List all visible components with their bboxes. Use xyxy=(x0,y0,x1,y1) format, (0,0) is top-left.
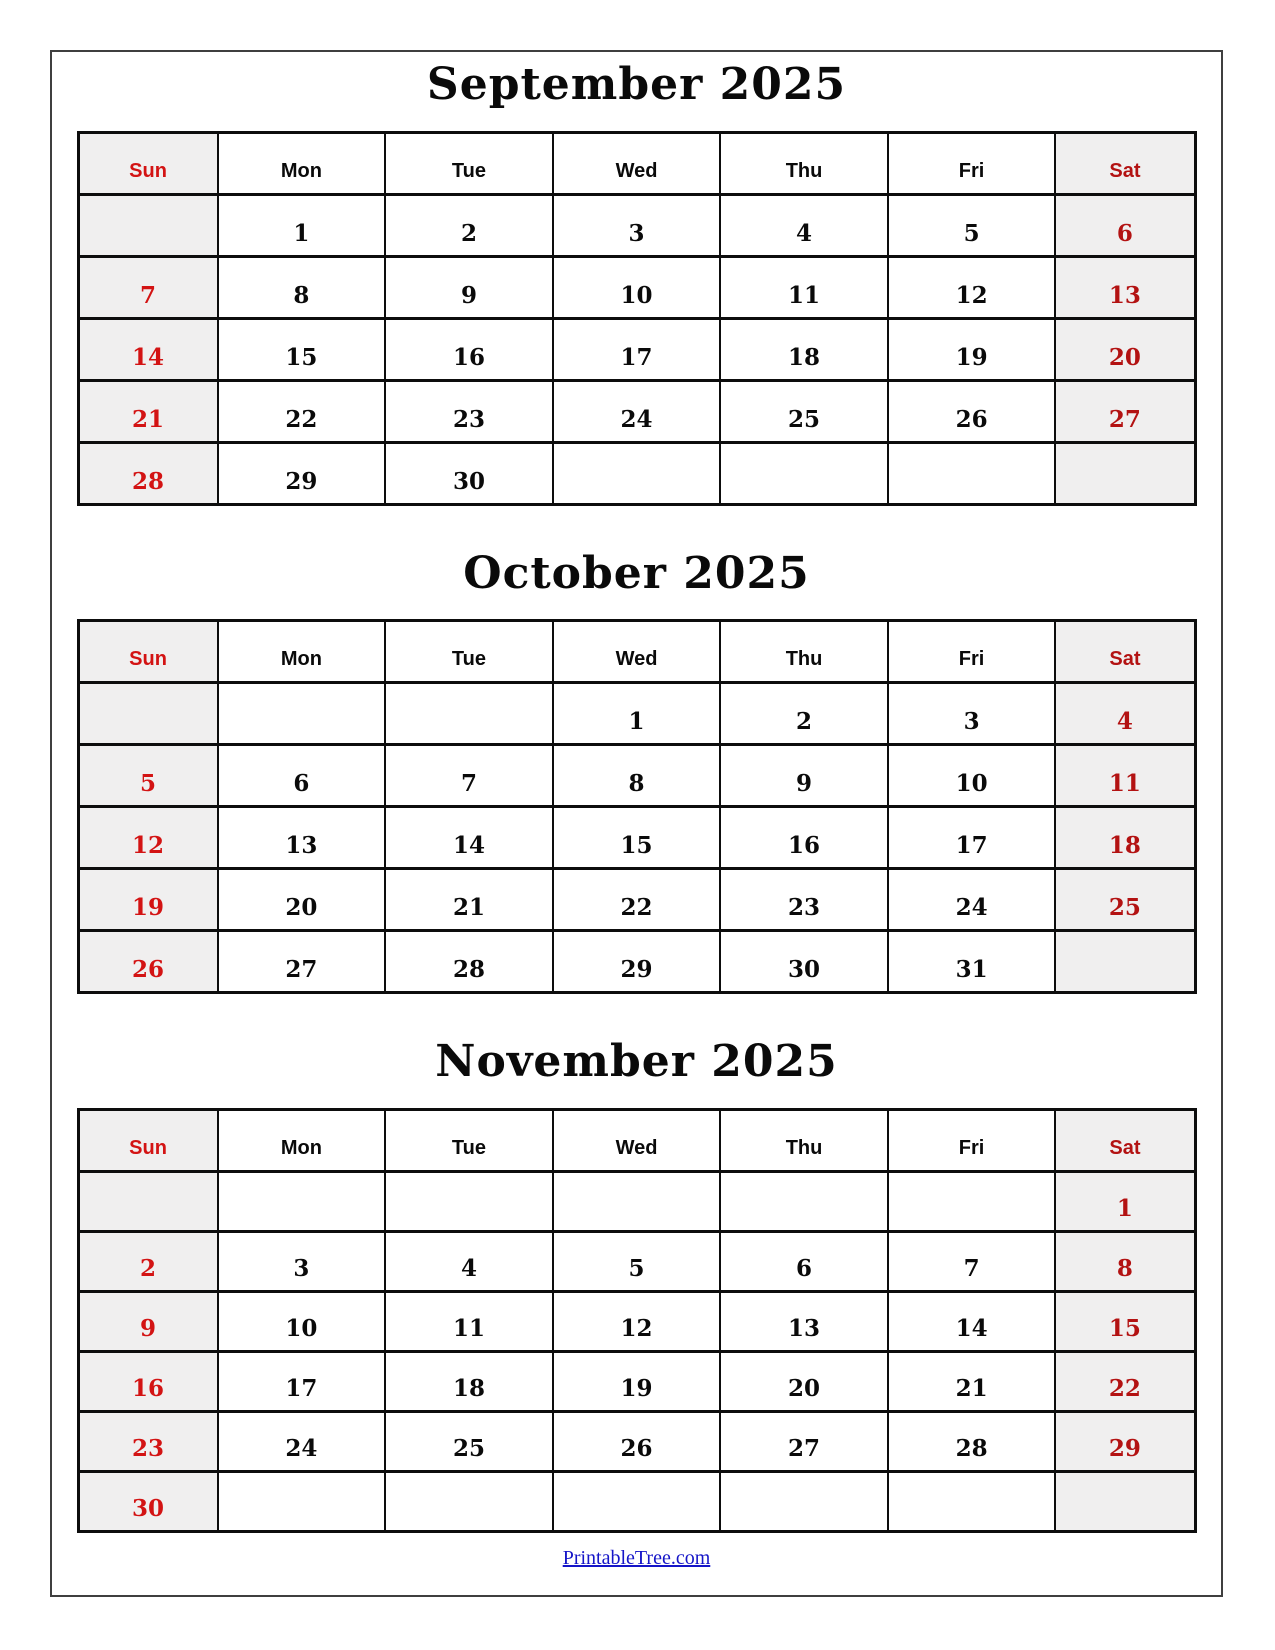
day-cell-15: 15 xyxy=(218,318,386,380)
day-cell-12: 12 xyxy=(78,807,218,869)
week-row xyxy=(78,1231,1195,1291)
month-title-november: November 2025 xyxy=(435,1036,838,1088)
day-header-sun: Sun xyxy=(78,1109,218,1171)
day-cell-8: 8 xyxy=(553,745,721,807)
week-row xyxy=(78,1351,1195,1411)
day-cell-3: 3 xyxy=(218,1231,386,1291)
month-section-october xyxy=(52,549,1221,995)
day-header-sat: Sat xyxy=(1055,132,1195,194)
day-cell-24: 24 xyxy=(888,869,1056,931)
day-header-wed: Wed xyxy=(553,132,721,194)
week-row xyxy=(78,380,1195,442)
day-cell-10: 10 xyxy=(553,256,721,318)
day-cell-7: 7 xyxy=(385,745,553,807)
day-cell-25: 25 xyxy=(1055,869,1195,931)
day-cell-28: 28 xyxy=(385,931,553,993)
day-cell-18: 18 xyxy=(1055,807,1195,869)
empty-day-cell xyxy=(385,1171,553,1231)
empty-day-cell xyxy=(553,1471,721,1531)
calendar-table-november xyxy=(77,1108,1197,1533)
month-title-september: September 2025 xyxy=(426,59,847,110)
empty-day-cell xyxy=(218,1471,386,1531)
day-grid xyxy=(78,1171,1195,1531)
week-row xyxy=(78,256,1195,318)
day-cell-10: 10 xyxy=(888,745,1056,807)
day-cell-9: 9 xyxy=(78,1291,218,1351)
empty-day-cell xyxy=(78,194,218,256)
day-cell-2: 2 xyxy=(385,194,553,256)
day-header-tue: Tue xyxy=(385,621,553,683)
day-header-sun: Sun xyxy=(78,621,218,683)
day-cell-10: 10 xyxy=(218,1291,386,1351)
day-cell-29: 29 xyxy=(218,442,386,504)
day-cell-30: 30 xyxy=(78,1471,218,1531)
week-row xyxy=(78,318,1195,380)
day-header-fri: Fri xyxy=(888,621,1056,683)
day-header-sun: Sun xyxy=(78,132,218,194)
day-cell-16: 16 xyxy=(385,318,553,380)
day-cell-24: 24 xyxy=(553,380,721,442)
day-cell-3: 3 xyxy=(553,194,721,256)
day-cell-2: 2 xyxy=(78,1231,218,1291)
day-cell-9: 9 xyxy=(720,745,888,807)
day-cell-6: 6 xyxy=(1055,194,1195,256)
empty-day-cell xyxy=(1055,1471,1195,1531)
day-cell-5: 5 xyxy=(78,745,218,807)
empty-day-cell xyxy=(720,1171,888,1231)
day-cell-4: 4 xyxy=(1055,683,1195,745)
week-row xyxy=(78,1411,1195,1471)
day-cell-17: 17 xyxy=(888,807,1056,869)
weekday-header-row xyxy=(78,1109,1195,1171)
day-cell-19: 19 xyxy=(78,869,218,931)
week-row xyxy=(78,745,1195,807)
week-row xyxy=(78,683,1195,745)
empty-day-cell xyxy=(888,442,1056,504)
day-header-tue: Tue xyxy=(385,132,553,194)
empty-day-cell xyxy=(1055,442,1195,504)
day-header-thu: Thu xyxy=(720,621,888,683)
day-header-sat: Sat xyxy=(1055,621,1195,683)
month-section-september xyxy=(52,60,1221,506)
day-header-tue: Tue xyxy=(385,1109,553,1171)
day-cell-20: 20 xyxy=(720,1351,888,1411)
empty-day-cell xyxy=(385,683,553,745)
day-cell-11: 11 xyxy=(1055,745,1195,807)
calendar-table-september xyxy=(77,131,1197,506)
empty-day-cell xyxy=(720,442,888,504)
day-cell-21: 21 xyxy=(78,380,218,442)
day-cell-11: 11 xyxy=(720,256,888,318)
empty-day-cell xyxy=(888,1471,1056,1531)
day-header-mon: Mon xyxy=(218,132,386,194)
day-cell-8: 8 xyxy=(218,256,386,318)
day-cell-9: 9 xyxy=(385,256,553,318)
day-cell-25: 25 xyxy=(385,1411,553,1471)
day-header-wed: Wed xyxy=(553,621,721,683)
day-header-wed: Wed xyxy=(553,1109,721,1171)
day-cell-26: 26 xyxy=(78,931,218,993)
week-row xyxy=(78,807,1195,869)
month-section-november xyxy=(52,1037,1221,1533)
day-cell-5: 5 xyxy=(553,1231,721,1291)
empty-day-cell xyxy=(385,1471,553,1531)
day-header-mon: Mon xyxy=(218,1109,386,1171)
day-grid xyxy=(78,683,1195,993)
day-cell-22: 22 xyxy=(218,380,386,442)
day-cell-23: 23 xyxy=(385,380,553,442)
day-header-thu: Thu xyxy=(720,132,888,194)
day-cell-22: 22 xyxy=(1055,1351,1195,1411)
day-cell-13: 13 xyxy=(720,1291,888,1351)
day-cell-25: 25 xyxy=(720,380,888,442)
day-cell-20: 20 xyxy=(1055,318,1195,380)
day-cell-6: 6 xyxy=(720,1231,888,1291)
day-cell-29: 29 xyxy=(553,931,721,993)
day-header-thu: Thu xyxy=(720,1109,888,1171)
day-header-mon: Mon xyxy=(218,621,386,683)
day-cell-1: 1 xyxy=(553,683,721,745)
day-header-sat: Sat xyxy=(1055,1109,1195,1171)
footer xyxy=(52,1547,1221,1570)
day-cell-19: 19 xyxy=(553,1351,721,1411)
day-cell-1: 1 xyxy=(218,194,386,256)
month-title-october: October 2025 xyxy=(463,547,810,599)
day-cell-13: 13 xyxy=(1055,256,1195,318)
day-cell-1: 1 xyxy=(1055,1171,1195,1231)
day-cell-27: 27 xyxy=(720,1411,888,1471)
day-cell-16: 16 xyxy=(78,1351,218,1411)
day-cell-20: 20 xyxy=(218,869,386,931)
empty-day-cell xyxy=(218,1171,386,1231)
day-cell-4: 4 xyxy=(385,1231,553,1291)
day-cell-19: 19 xyxy=(888,318,1056,380)
day-cell-15: 15 xyxy=(1055,1291,1195,1351)
day-cell-21: 21 xyxy=(385,869,553,931)
week-row xyxy=(78,869,1195,931)
day-cell-4: 4 xyxy=(720,194,888,256)
weekday-header-row xyxy=(78,621,1195,683)
day-grid xyxy=(78,194,1195,504)
week-row xyxy=(78,442,1195,504)
day-cell-16: 16 xyxy=(720,807,888,869)
day-cell-23: 23 xyxy=(78,1411,218,1471)
week-row xyxy=(78,1171,1195,1231)
day-cell-30: 30 xyxy=(385,442,553,504)
day-cell-22: 22 xyxy=(553,869,721,931)
day-cell-14: 14 xyxy=(385,807,553,869)
day-cell-12: 12 xyxy=(553,1291,721,1351)
day-cell-17: 17 xyxy=(218,1351,386,1411)
day-cell-27: 27 xyxy=(218,931,386,993)
day-cell-8: 8 xyxy=(1055,1231,1195,1291)
week-row xyxy=(78,931,1195,993)
day-cell-30: 30 xyxy=(720,931,888,993)
day-cell-18: 18 xyxy=(720,318,888,380)
empty-day-cell xyxy=(553,1171,721,1231)
empty-day-cell xyxy=(218,683,386,745)
day-cell-17: 17 xyxy=(553,318,721,380)
day-cell-26: 26 xyxy=(888,380,1056,442)
week-row xyxy=(78,1471,1195,1531)
week-row xyxy=(78,1291,1195,1351)
week-row xyxy=(78,194,1195,256)
empty-day-cell xyxy=(720,1471,888,1531)
day-cell-3: 3 xyxy=(888,683,1056,745)
day-cell-31: 31 xyxy=(888,931,1056,993)
day-cell-26: 26 xyxy=(553,1411,721,1471)
calendar-table-october xyxy=(77,619,1197,994)
day-cell-7: 7 xyxy=(888,1231,1056,1291)
day-cell-14: 14 xyxy=(78,318,218,380)
day-cell-2: 2 xyxy=(720,683,888,745)
day-cell-5: 5 xyxy=(888,194,1056,256)
day-cell-6: 6 xyxy=(218,745,386,807)
day-cell-28: 28 xyxy=(78,442,218,504)
day-cell-11: 11 xyxy=(385,1291,553,1351)
day-cell-23: 23 xyxy=(720,869,888,931)
empty-day-cell xyxy=(553,442,721,504)
day-cell-12: 12 xyxy=(888,256,1056,318)
day-cell-15: 15 xyxy=(553,807,721,869)
empty-day-cell xyxy=(1055,931,1195,993)
calendar-page xyxy=(50,50,1223,1597)
day-cell-21: 21 xyxy=(888,1351,1056,1411)
footer-link[interactable]: PrintableTree.com xyxy=(562,1546,711,1569)
empty-day-cell xyxy=(888,1171,1056,1231)
day-cell-27: 27 xyxy=(1055,380,1195,442)
day-cell-24: 24 xyxy=(218,1411,386,1471)
day-cell-28: 28 xyxy=(888,1411,1056,1471)
day-cell-18: 18 xyxy=(385,1351,553,1411)
day-cell-7: 7 xyxy=(78,256,218,318)
day-cell-14: 14 xyxy=(888,1291,1056,1351)
day-cell-29: 29 xyxy=(1055,1411,1195,1471)
day-cell-13: 13 xyxy=(218,807,386,869)
weekday-header-row xyxy=(78,132,1195,194)
empty-day-cell xyxy=(78,1171,218,1231)
day-header-fri: Fri xyxy=(888,1109,1056,1171)
day-header-fri: Fri xyxy=(888,132,1056,194)
empty-day-cell xyxy=(78,683,218,745)
